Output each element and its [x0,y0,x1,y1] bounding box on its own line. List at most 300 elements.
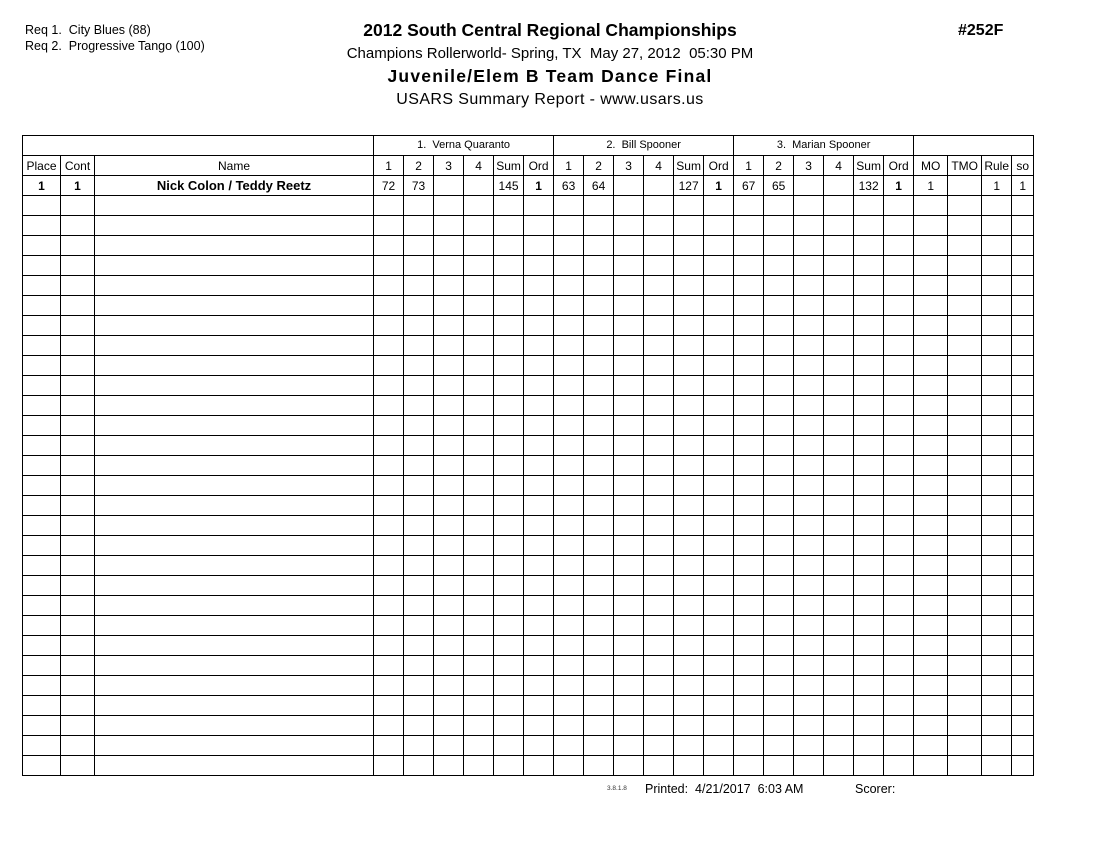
cell-so [1012,376,1034,396]
judge-2-cell-sum [674,336,704,356]
judge-1-cell-sum [494,736,524,756]
judge-1-cell-s4 [464,196,494,216]
judge-2-cell-s4 [644,656,674,676]
judge-1-cell-s1 [374,296,404,316]
judge-2-cell-s1 [554,356,584,376]
cell-name [95,396,374,416]
cell-so [1012,636,1034,656]
cell-place [23,396,61,416]
cell-place [23,676,61,696]
cell-rule [982,596,1012,616]
judge-2-cell-s4 [644,376,674,396]
judge-2-cell-s4 [644,716,674,736]
judge-3-cell-s4 [824,496,854,516]
judge-2-cell-s2 [584,276,614,296]
judge-3-cell-sum [854,556,884,576]
cell-tmo [948,636,982,656]
judge-3-cell-s3 [794,736,824,756]
judge-1-cell-s3 [434,176,464,196]
judge-2-cell-s3 [614,656,644,676]
table-row-empty [23,696,1034,716]
judge-1-col-header-ord: Ord [524,156,554,176]
judge-3-cell-ord [884,296,914,316]
judge-3-cell-s4 [824,376,854,396]
judge-1-col-header-3: 3 [434,156,464,176]
cell-place [23,696,61,716]
judge-1-cell-sum [494,216,524,236]
judge-2-col-header-ord: Ord [704,156,734,176]
judge-3-cell-sum [854,416,884,436]
judge-2-cell-s4 [644,676,674,696]
judge-2-cell-s3 [614,436,644,456]
judge-2-cell-ord [704,456,734,476]
judge-2-cell-ord [704,576,734,596]
judge-3-cell-ord [884,656,914,676]
judge-2-cell-s3 [614,396,644,416]
judge-2-cell-s4 [644,536,674,556]
judge-1-cell-s1 [374,196,404,216]
judge-name-row [23,136,1034,156]
cell-tmo [948,576,982,596]
cell-place [23,756,61,776]
judge-3-cell-s1 [734,636,764,656]
judge-1-cell-sum [494,756,524,776]
judge-1-cell-ord [524,496,554,516]
judge-3-cell-s1 [734,456,764,476]
judge-1-cell-s4 [464,636,494,656]
judge-2-cell-s4 [644,236,674,256]
judge-1-cell-sum [494,316,524,336]
judge-1-cell-ord [524,756,554,776]
judge-3-cell-s1 [734,236,764,256]
judge-1-cell-sum: 145 [494,176,524,196]
judge-1-cell-ord [524,436,554,456]
judge-1-cell-ord [524,356,554,376]
judge-3-cell-s4 [824,756,854,776]
judge-3-cell-s2 [764,356,794,376]
judge-2-cell-s1 [554,376,584,396]
judge-1-cell-s4 [464,496,494,516]
cell-name [95,196,374,216]
cell-mo: 1 [914,176,948,196]
judge-row-right-spacer [914,136,1034,156]
judge-2-cell-ord [704,596,734,616]
cell-rule [982,236,1012,256]
judge-3-cell-ord [884,336,914,356]
cell-mo [914,696,948,716]
judge-2-cell-s1 [554,476,584,496]
cell-so [1012,236,1034,256]
judge-3-cell-s3 [794,576,824,596]
cell-mo [914,636,948,656]
cell-cont [61,516,95,536]
judge-3-cell-s4 [824,476,854,496]
judge-3-cell-s1 [734,256,764,276]
judge-3-cell-sum [854,376,884,396]
judge-2-cell-s1 [554,196,584,216]
judge-1-cell-s3 [434,256,464,276]
judge-3-cell-s3 [794,376,824,396]
cell-so [1012,396,1034,416]
judge-1-cell-sum [494,516,524,536]
judge-2-cell-sum [674,756,704,776]
cell-so: 1 [1012,176,1034,196]
cell-rule [982,436,1012,456]
judge-1-cell-s2 [404,356,434,376]
judge-1-cell-s3 [434,676,464,696]
cell-place [23,576,61,596]
table-row-empty [23,236,1034,256]
judge-3-cell-s3 [794,176,824,196]
table-row-empty [23,516,1034,536]
judge-3-cell-s1 [734,376,764,396]
judge-1-cell-s3 [434,696,464,716]
judge-1-cell-s4 [464,696,494,716]
judge-1-cell-s2 [404,236,434,256]
judge-2-cell-s3 [614,276,644,296]
table-row-empty [23,296,1034,316]
judge-3-cell-s1 [734,496,764,516]
judge-3-cell-s3 [794,656,824,676]
judge-3-cell-sum [854,756,884,776]
judge-1-cell-s2 [404,696,434,716]
judge-2-cell-ord: 1 [704,176,734,196]
judge-1-cell-s3 [434,496,464,516]
judge-3-cell-ord [884,736,914,756]
cell-place [23,596,61,616]
judge-1-cell-s4 [464,236,494,256]
judge-1-cell-s3 [434,216,464,236]
cell-so [1012,616,1034,636]
judge-3-cell-s4 [824,516,854,536]
judge-2-cell-s4 [644,316,674,336]
judge-3-cell-s2 [764,216,794,236]
judge-1-cell-s3 [434,276,464,296]
judge-1-cell-sum [494,656,524,676]
cell-name [95,416,374,436]
cell-cont [61,436,95,456]
judge-3-cell-s3 [794,276,824,296]
col-header-tmo: TMO [948,156,982,176]
judge-2-cell-s1 [554,216,584,236]
scorer-label: Scorer: [855,782,896,796]
judge-1-cell-s2 [404,496,434,516]
cell-name [95,276,374,296]
cell-cont [61,556,95,576]
judge-1-cell-s2 [404,296,434,316]
judge-3-cell-sum [854,616,884,636]
judge-2-cell-ord [704,696,734,716]
cell-rule [982,216,1012,236]
judge-1-cell-s1 [374,456,404,476]
judge-1-cell-s2 [404,716,434,736]
cell-rule [982,716,1012,736]
judge-2-cell-ord [704,636,734,656]
table-row-empty [23,616,1034,636]
judge-3-cell-s3 [794,556,824,576]
judge-3-cell-s1 [734,676,764,696]
table-row [23,176,1034,196]
cell-so [1012,716,1034,736]
judge-3-cell-sum [854,696,884,716]
judge-2-cell-s1 [554,256,584,276]
judge-2-cell-s3 [614,256,644,276]
cell-mo [914,276,948,296]
judge-3-cell-s3 [794,616,824,636]
judge-1-cell-s3 [434,756,464,776]
judge-3-cell-s2 [764,656,794,676]
judge-3-cell-s3 [794,516,824,536]
judge-2-cell-s1 [554,416,584,436]
cell-name: Nick Colon / Teddy Reetz [95,176,374,196]
judge-3-cell-s4 [824,676,854,696]
judge-2-cell-sum [674,276,704,296]
judge-2-cell-s3 [614,516,644,536]
judge-2-cell-ord [704,556,734,576]
judge-3-cell-s3 [794,456,824,476]
judge-1-cell-s4 [464,396,494,416]
judge-2-cell-ord [704,496,734,516]
judge-1-cell-s2 [404,336,434,356]
table-row-empty [23,676,1034,696]
judge-3-cell-s4 [824,636,854,656]
judge-1-cell-s2 [404,396,434,416]
judge-2-cell-sum [674,496,704,516]
judge-2-cell-ord [704,416,734,436]
judge-3-cell-sum [854,716,884,736]
judge-3-cell-ord [884,676,914,696]
cell-cont [61,316,95,336]
judge-3-cell-s4 [824,616,854,636]
judge-1-cell-sum [494,276,524,296]
judge-3-cell-s2 [764,696,794,716]
cell-so [1012,336,1034,356]
judge-1-cell-s1 [374,356,404,376]
judge-1-cell-s2 [404,596,434,616]
judge-2-cell-s2 [584,316,614,336]
judge-3-cell-s3 [794,476,824,496]
judge-3-cell-s2 [764,736,794,756]
cell-name [95,476,374,496]
judge-3-cell-ord [884,536,914,556]
judge-2-cell-s2 [584,416,614,436]
column-header-row [23,156,1034,176]
cell-mo [914,756,948,776]
judge-3-cell-s3 [794,196,824,216]
judge-2-cell-s3 [614,316,644,336]
judge-1-cell-ord [524,216,554,236]
judge-3-cell-sum [854,476,884,496]
judge-2-cell-s4 [644,596,674,616]
judge-3-cell-sum [854,576,884,596]
judge-1-cell-s4 [464,736,494,756]
judge-2-cell-s4 [644,396,674,416]
judge-3-cell-ord [884,556,914,576]
col-header-name: Name [95,156,374,176]
judge-2-cell-sum [674,656,704,676]
judge-3-cell-s4 [824,456,854,476]
judge-3-cell-s2 [764,316,794,336]
cell-place [23,276,61,296]
cell-place [23,656,61,676]
cell-tmo [948,616,982,636]
judge-2-cell-s3 [614,416,644,436]
judge-1-cell-ord [524,616,554,636]
judge-2-col-header-1: 1 [554,156,584,176]
judge-3-cell-s2 [764,296,794,316]
judge-3-cell-s2: 65 [764,176,794,196]
judge-2-cell-s1 [554,516,584,536]
judge-2-cell-s4 [644,756,674,776]
cell-mo [914,516,948,536]
judge-1-cell-s1 [374,516,404,536]
cell-rule [982,336,1012,356]
cell-mo [914,296,948,316]
cell-place [23,196,61,216]
cell-cont [61,356,95,376]
cell-mo [914,676,948,696]
judge-3-cell-s3 [794,296,824,316]
judge-3-cell-ord [884,316,914,336]
judge-1-cell-sum [494,696,524,716]
judge-1-cell-ord [524,416,554,436]
cell-rule [982,196,1012,216]
judge-3-cell-s3 [794,756,824,776]
cell-so [1012,356,1034,376]
cell-place [23,376,61,396]
judge-1-cell-sum [494,676,524,696]
cell-cont [61,656,95,676]
judge-1-cell-s1 [374,596,404,616]
cell-so [1012,696,1034,716]
judge-2-cell-s3 [614,576,644,596]
judge-2-cell-ord [704,256,734,276]
judge-2-cell-s2 [584,516,614,536]
table-row-empty [23,536,1034,556]
judge-2-cell-sum [674,316,704,336]
judge-3-cell-sum [854,596,884,616]
judge-1-cell-s1 [374,676,404,696]
cell-place [23,716,61,736]
judge-2-cell-s2 [584,736,614,756]
judge-1-cell-sum [494,616,524,636]
judge-2-cell-s4 [644,556,674,576]
cell-cont [61,696,95,716]
judge-3-cell-ord [884,596,914,616]
cell-name [95,516,374,536]
cell-cont [61,396,95,416]
cell-tmo [948,436,982,456]
judge-3-cell-ord [884,636,914,656]
judge-3-cell-s3 [794,436,824,456]
judge-3-col-header-1: 1 [734,156,764,176]
judge-1-cell-s2 [404,476,434,496]
judge-2-cell-s1 [554,616,584,636]
cell-cont [61,616,95,636]
judge-3-cell-sum [854,656,884,676]
judge-3-cell-s4 [824,296,854,316]
judge-1-cell-sum [494,396,524,416]
judge-2-cell-s3 [614,676,644,696]
judge-2-cell-ord [704,616,734,636]
judge-2-cell-sum [674,736,704,756]
judge-3-cell-ord [884,196,914,216]
table-row-empty [23,396,1034,416]
judge-3-cell-s3 [794,336,824,356]
judge-3-cell-s3 [794,596,824,616]
cell-rule [982,676,1012,696]
judge-1-cell-sum [494,536,524,556]
judge-1-cell-s1 [374,416,404,436]
judge-1-cell-sum [494,556,524,576]
judge-3-cell-sum [854,276,884,296]
judge-3-cell-sum [854,456,884,476]
judge-2-cell-s1 [554,276,584,296]
cell-mo [914,476,948,496]
judge-1-cell-s4 [464,296,494,316]
judge-2-cell-ord [704,196,734,216]
cell-rule [982,276,1012,296]
judge-2-cell-s1: 63 [554,176,584,196]
judge-1-cell-s3 [434,416,464,436]
judge-2-cell-s3 [614,556,644,576]
judge-1-cell-s3 [434,356,464,376]
judge-1-cell-sum [494,496,524,516]
cell-rule [982,696,1012,716]
req-line-2: Req 2. Progressive Tango (100) [25,39,205,53]
judge-2-cell-s4 [644,216,674,236]
judge-3-cell-ord [884,516,914,536]
judge-2-cell-s3 [614,476,644,496]
judge-3-cell-sum: 132 [854,176,884,196]
judge-1-cell-s3 [434,616,464,636]
judge-1-cell-s1 [374,696,404,716]
table-row-empty [23,736,1034,756]
judge-3-cell-sum [854,296,884,316]
judge-3-cell-s4 [824,236,854,256]
judge-3-cell-s1 [734,416,764,436]
judge-3-cell-s4 [824,596,854,616]
judge-1-cell-ord [524,456,554,476]
cell-mo [914,216,948,236]
judge-3-cell-s2 [764,396,794,416]
judge-2-cell-s2 [584,656,614,676]
judge-2-cell-sum [674,516,704,536]
judge-2-cell-s2 [584,356,614,376]
judge-1-cell-s4 [464,476,494,496]
judge-2-cell-s1 [554,316,584,336]
judge-3-cell-s2 [764,596,794,616]
judge-1-cell-sum [494,456,524,476]
cell-cont [61,596,95,616]
cell-tmo [948,556,982,576]
judge-3-cell-s1 [734,736,764,756]
judge-3-col-header-ord: Ord [884,156,914,176]
judge-3-cell-s1 [734,616,764,636]
judge-3-cell-s1 [734,556,764,576]
judge-2-cell-s2 [584,716,614,736]
judge-1-cell-sum [494,436,524,456]
judge-2-cell-s1 [554,556,584,576]
judge-3-cell-s1 [734,656,764,676]
judge-3-cell-ord [884,356,914,376]
judge-3-cell-sum [854,636,884,656]
judge-1-cell-s1 [374,656,404,676]
cell-cont [61,236,95,256]
cell-name [95,336,374,356]
judge-2-cell-s4 [644,336,674,356]
report-title: 2012 South Central Regional Championships [363,20,737,40]
